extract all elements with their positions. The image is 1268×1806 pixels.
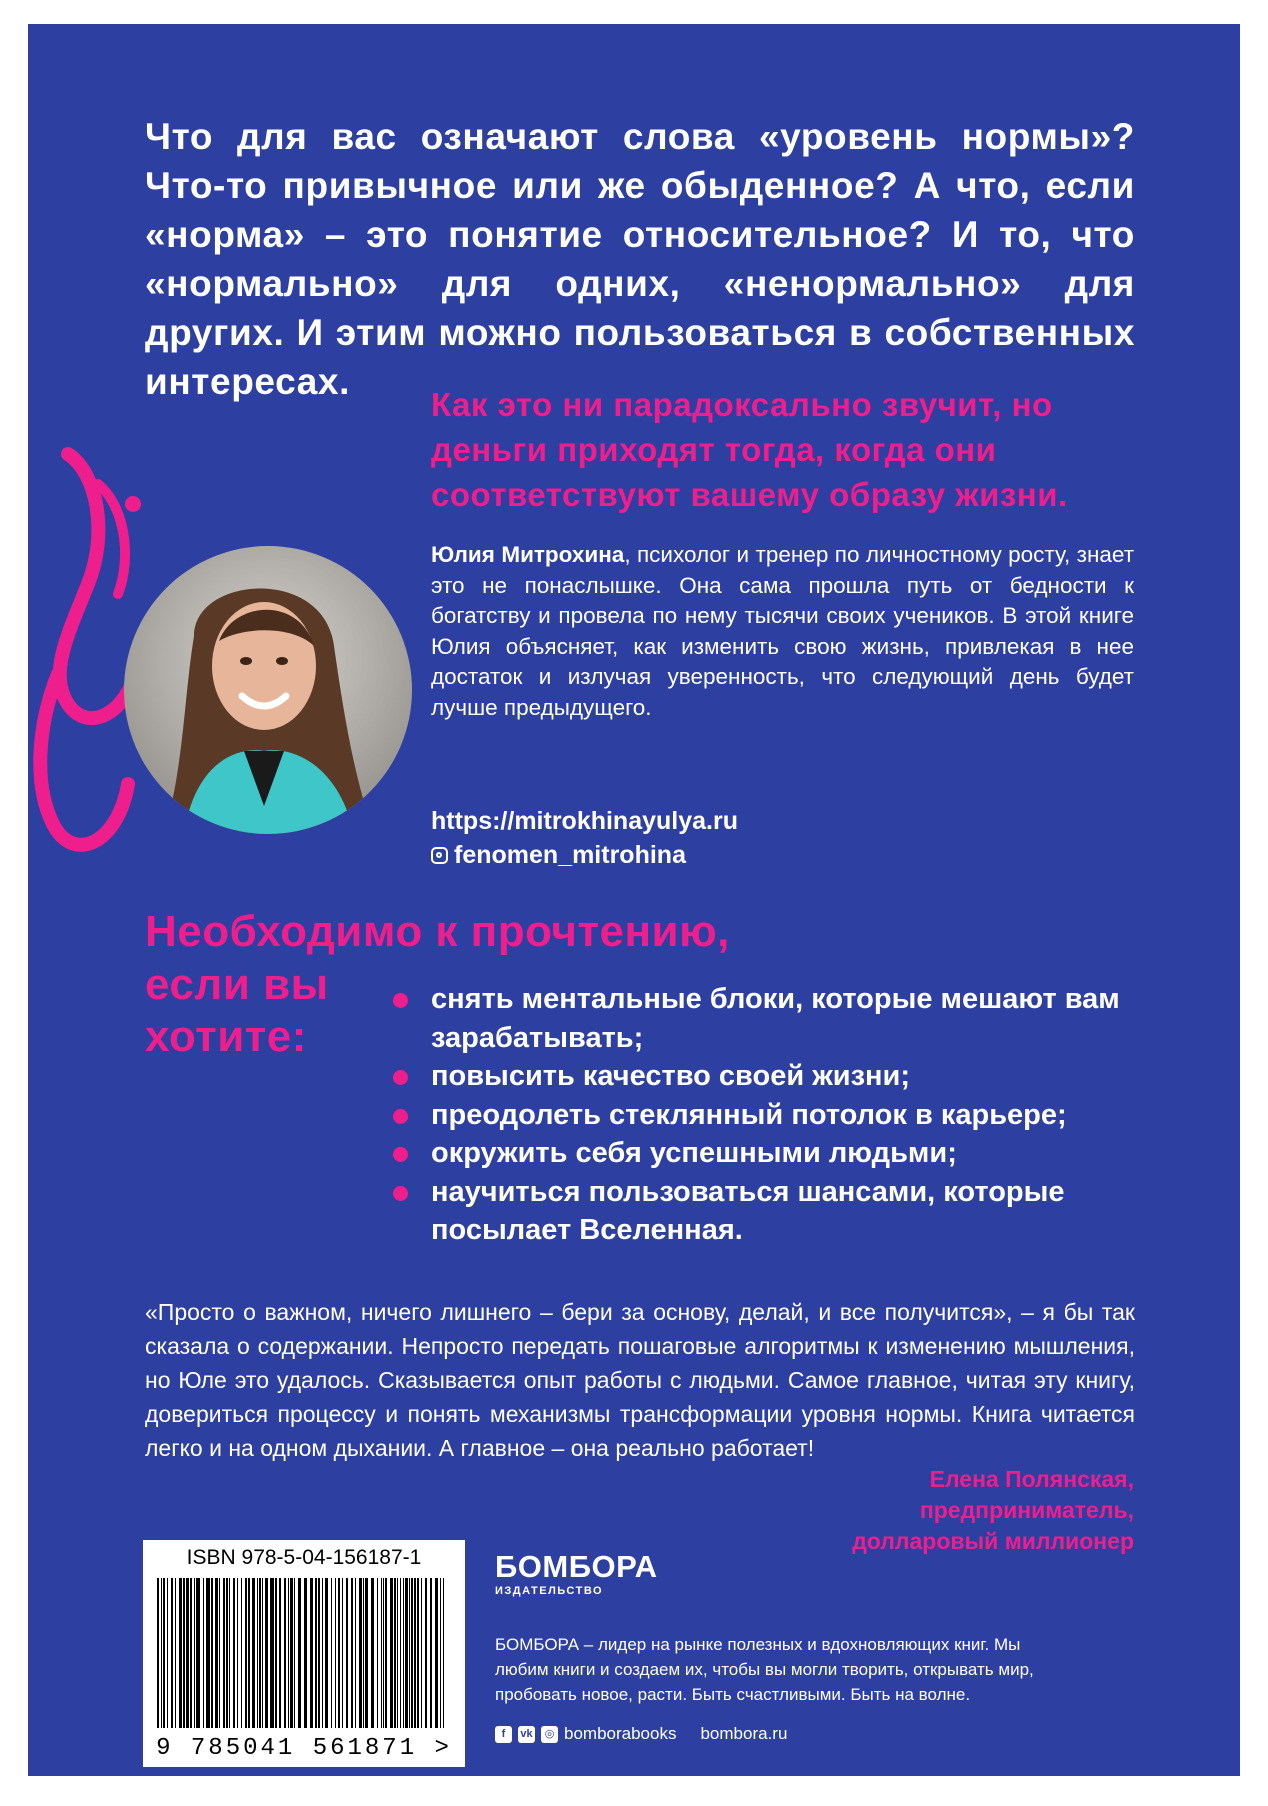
barcode-bar bbox=[351, 1578, 353, 1728]
barcode-bar bbox=[262, 1578, 263, 1728]
barcode-bar bbox=[346, 1578, 348, 1728]
barcode-bar bbox=[229, 1578, 230, 1728]
barcode-bar bbox=[322, 1578, 323, 1728]
isbn-label: ISBN 978-5-04-156187-1 bbox=[186, 1546, 422, 1569]
barcode-bars bbox=[157, 1578, 451, 1736]
barcode-bar bbox=[186, 1578, 189, 1728]
barcode-bar bbox=[383, 1578, 384, 1728]
barcode-bar bbox=[252, 1578, 255, 1728]
barcode-bar bbox=[211, 1578, 213, 1728]
barcode-bar bbox=[259, 1578, 261, 1728]
barcode-bar bbox=[342, 1578, 343, 1728]
publisher-social bbox=[495, 1724, 787, 1744]
highlight-quote: Как это ни парадоксально звучит, но деньги приходят тогда, когда они соответствуют вашему образу жизни. bbox=[431, 386, 1068, 513]
review-author-name: Елена Полянская, bbox=[929, 1466, 1134, 1492]
barcode-bar bbox=[325, 1578, 328, 1728]
list-item: научиться пользоваться шансами, которые посылает Вселенная. bbox=[391, 1173, 1151, 1250]
must-read-heading: Необходимо к прочтению, bbox=[145, 907, 730, 956]
bullet-dot bbox=[393, 993, 408, 1008]
barcode-bar bbox=[275, 1578, 277, 1728]
barcode-bar bbox=[265, 1578, 268, 1728]
bullet-dot bbox=[393, 1070, 408, 1085]
barcode-bar bbox=[175, 1578, 176, 1728]
barcode-bar bbox=[248, 1578, 250, 1728]
instagram-icon[interactable]: ◎ bbox=[541, 1726, 558, 1743]
barcode-bar bbox=[196, 1578, 200, 1728]
barcode-bar bbox=[219, 1578, 220, 1728]
barcode-bar bbox=[405, 1578, 408, 1728]
barcode-bar bbox=[381, 1578, 382, 1728]
barcode-bar bbox=[206, 1578, 210, 1728]
website-link[interactable]: https://mitrokhinayulya.ru bbox=[431, 807, 738, 835]
list-item: снять ментальные блоки, которые мешают вам зарабатывать; bbox=[391, 980, 1151, 1057]
barcode-bar bbox=[298, 1578, 301, 1728]
barcode-bar bbox=[288, 1578, 289, 1728]
barcode-bar bbox=[371, 1578, 374, 1728]
barcode-bar bbox=[179, 1578, 182, 1728]
review-author bbox=[728, 1464, 1134, 1557]
barcode-bar bbox=[167, 1578, 168, 1728]
barcode-bar bbox=[359, 1578, 362, 1728]
barcode-bar bbox=[411, 1578, 413, 1728]
social-handle[interactable]: bomborabooks bbox=[564, 1724, 677, 1743]
barcode-bar bbox=[365, 1578, 368, 1728]
facebook-icon[interactable]: f bbox=[495, 1726, 512, 1743]
barcode-bar bbox=[203, 1578, 204, 1728]
barcode-bar bbox=[157, 1578, 159, 1728]
barcode-bar bbox=[400, 1578, 401, 1728]
book-back-cover bbox=[28, 24, 1240, 1776]
barcode-bar bbox=[318, 1578, 320, 1728]
barcode-bar bbox=[335, 1578, 336, 1728]
barcode-digits: 9 785041 561871 > bbox=[156, 1735, 452, 1762]
author-links bbox=[431, 804, 738, 872]
barcode-bar bbox=[233, 1578, 235, 1728]
benefits-list bbox=[391, 980, 1151, 1250]
author-photo bbox=[124, 546, 412, 834]
bullet-dot bbox=[393, 1109, 408, 1124]
barcode-bar bbox=[331, 1578, 332, 1728]
barcode-bar bbox=[226, 1578, 228, 1728]
publisher-sub: ИЗДАТЕЛЬСТВО bbox=[495, 1585, 604, 1597]
publisher-logo: БОМБОРА bbox=[495, 1549, 658, 1584]
barcode-bar bbox=[215, 1578, 218, 1728]
barcode-bar bbox=[161, 1578, 162, 1728]
instagram-handle[interactable]: fenomen_mitrohina bbox=[454, 841, 686, 869]
barcode-bar bbox=[190, 1578, 192, 1728]
barcode-bar bbox=[363, 1578, 364, 1728]
barcode-bar bbox=[390, 1578, 393, 1728]
barcode-bar bbox=[377, 1578, 378, 1728]
barcode-bar bbox=[355, 1578, 356, 1728]
bullet-dot bbox=[393, 1186, 408, 1201]
barcode-bar bbox=[294, 1578, 295, 1728]
barcode-bar bbox=[279, 1578, 281, 1728]
list-item: окружить себя успешными людьми; bbox=[391, 1134, 1151, 1173]
review-text: «Просто о важном, ничего лишнего – бери за основу, делай, и все получится», – я бы так сказала о содержании. Непросто передать пошаговые алгоритмы к изменению мышления, но Юле это удалось. Сказывается опыт работы с людьми. Самое главное, читая эту книгу, довериться процессу и понять механизмы трансформации уровня нормы. Книга читается легко и на одном дыхании. А главное – она реально работает! bbox=[145, 1299, 1135, 1461]
barcode-bar bbox=[163, 1578, 165, 1728]
barcode-bar bbox=[194, 1578, 195, 1728]
list-item: повысить качество своей жизни; bbox=[391, 1057, 1151, 1096]
barcode-bar bbox=[385, 1578, 387, 1728]
barcode-bar bbox=[443, 1578, 444, 1728]
barcode-bar bbox=[430, 1578, 432, 1728]
must-read-subheading: если вы хотите: bbox=[145, 960, 329, 1061]
bullet-dot bbox=[393, 1147, 408, 1162]
barcode-bar bbox=[417, 1578, 419, 1728]
author-bio-text: , психолог и тренер по личностному росту, знает это не понаслышке. Она сама прошла путь от бедности к богатству и провела по нему тысячи своих учеников. В этой книге Юлия объясняет, как изменить свою жизнь, привлекая в нее достаток и излучая уверенность, что следующий день будет лучше предыдущего. bbox=[431, 542, 1134, 720]
barcode-bar bbox=[315, 1578, 317, 1728]
publisher-site[interactable]: bombora.ru bbox=[700, 1724, 788, 1743]
barcode-bar bbox=[440, 1578, 441, 1728]
publisher-description: БОМБОРА – лидер на рынке полезных и вдохновляющих книг. Мы любим книги и создаем их, чтобы вы могли творить, открывать мир, пробовать новое, расти. Быть счастливыми. Быть на волне. bbox=[495, 1635, 1034, 1704]
barcode-bar bbox=[425, 1578, 427, 1728]
barcode-bar bbox=[304, 1578, 307, 1728]
instagram-icon bbox=[431, 847, 448, 864]
barcode-bar bbox=[397, 1578, 398, 1728]
barcode-bar bbox=[237, 1578, 238, 1728]
barcode-bar bbox=[435, 1578, 438, 1728]
barcode-bar bbox=[310, 1578, 313, 1728]
barcode-bar bbox=[290, 1578, 293, 1728]
barcode-bar bbox=[270, 1578, 274, 1728]
barcode-bar bbox=[257, 1578, 258, 1728]
barcode-bar bbox=[421, 1578, 422, 1728]
barcode-bar bbox=[394, 1578, 396, 1728]
barcode-bar bbox=[409, 1578, 410, 1728]
barcode bbox=[143, 1540, 465, 1767]
intro-paragraph: Что для вас означают слова «уровень нормы»? Что-то привычное или же обыденное? А что, если «норма» – это понятие относительное? И то, что «нормально» для одних, «ненормально» для других. И этим можно пользоваться в собственных интересах. bbox=[145, 116, 1135, 402]
barcode-bar bbox=[245, 1578, 247, 1728]
author-bio bbox=[431, 540, 1134, 723]
barcode-bar bbox=[338, 1578, 340, 1728]
barcode-bar bbox=[183, 1578, 185, 1728]
barcode-bar bbox=[223, 1578, 225, 1728]
vk-icon[interactable]: vk bbox=[518, 1726, 535, 1743]
author-name: Юлия Митрохина bbox=[431, 542, 625, 567]
review-author-role: предприниматель, bbox=[919, 1497, 1134, 1523]
barcode-bar bbox=[241, 1578, 242, 1728]
review-author-role: долларовый миллионер bbox=[852, 1528, 1134, 1554]
barcode-bar bbox=[403, 1578, 404, 1728]
barcode-bar bbox=[171, 1578, 173, 1728]
barcode-bar bbox=[284, 1578, 286, 1728]
barcode-bar bbox=[414, 1578, 416, 1728]
list-item: преодолеть стеклянный потолок в карьере; bbox=[391, 1096, 1151, 1135]
